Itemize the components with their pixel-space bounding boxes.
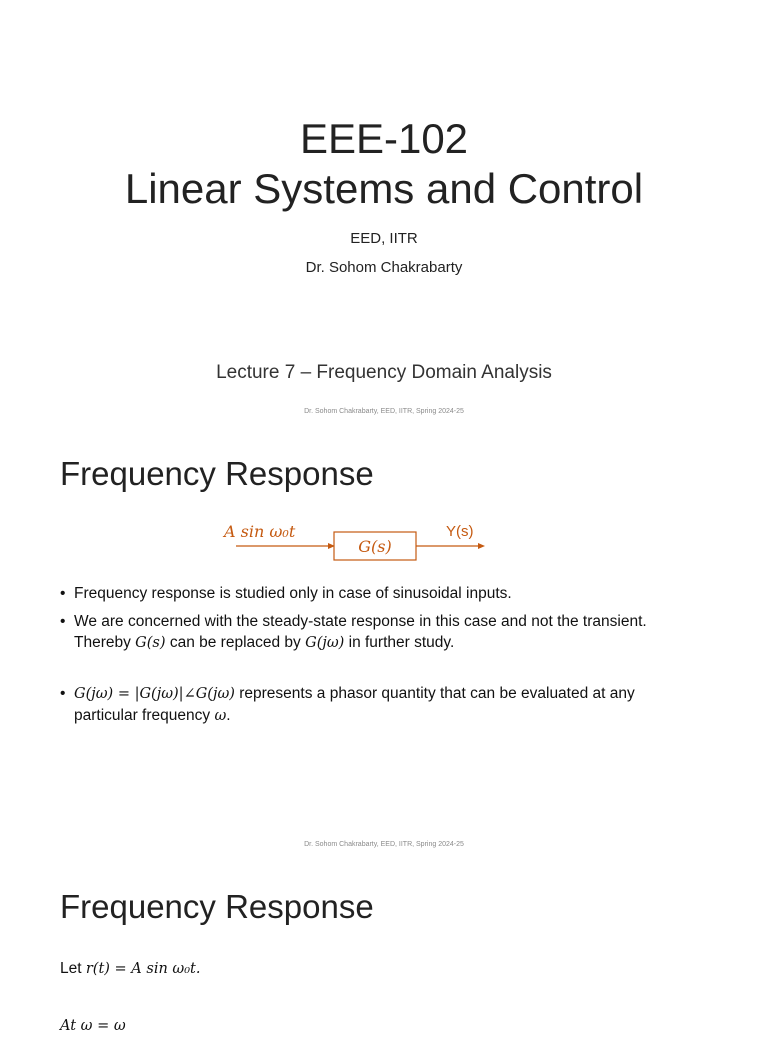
lecture-title: Lecture 7 – Frequency Domain Analysis bbox=[216, 362, 552, 383]
block-diagram bbox=[220, 515, 500, 575]
list-item bbox=[60, 683, 750, 727]
bullet-text: We are concerned with the steady-state response in this case and not the transient. bbox=[74, 613, 647, 630]
block-label: G(s) bbox=[358, 537, 392, 556]
cut-off-line bbox=[60, 1015, 126, 1037]
bullet-text: represents a phasor quantity that can be evaluated at any bbox=[234, 685, 635, 702]
slide-heading: Frequency Response bbox=[60, 455, 374, 492]
output-signal-label: Y(s) bbox=[446, 523, 474, 540]
equation: G(s) bbox=[135, 635, 166, 651]
equation: G(jω) bbox=[305, 635, 345, 651]
course-title: Linear Systems and Control bbox=[124, 165, 644, 212]
output-arrowhead bbox=[478, 543, 485, 549]
input-signal-label: A sin ω₀t bbox=[224, 522, 296, 541]
slide-footer: Dr. Sohom Chakrabarty, EED, IITR, Spring 2024-25 bbox=[304, 841, 464, 848]
bullet-text: . bbox=[226, 707, 231, 724]
department: EED, IITR bbox=[350, 230, 418, 247]
bullet-text: in further study. bbox=[344, 634, 455, 651]
author-name: Dr. Sohom Chakrabarty bbox=[305, 259, 463, 276]
bullet-icon: • bbox=[60, 585, 66, 602]
bullet-icon: • bbox=[60, 685, 66, 702]
slide-footer: Dr. Sohom Chakrabarty, EED, IITR, Spring 2024-25 bbox=[304, 408, 464, 415]
bullet-text: can be replaced by bbox=[165, 634, 306, 651]
bullet-list bbox=[60, 583, 750, 734]
course-code: EEE-102 bbox=[299, 115, 469, 162]
bullet-text: Thereby bbox=[74, 634, 136, 651]
definition-line bbox=[60, 958, 200, 980]
definition-text: Let bbox=[60, 960, 86, 977]
equation: G(jω) = |G(jω)|∠G(jω) bbox=[74, 686, 235, 702]
list-item bbox=[60, 583, 750, 604]
equation: At ω = ω bbox=[60, 1018, 126, 1034]
equation: ω bbox=[214, 708, 227, 724]
list-item bbox=[60, 611, 750, 654]
bullet-text: particular frequency bbox=[74, 707, 215, 724]
slide-heading: Frequency Response bbox=[60, 888, 374, 925]
equation: r(t) = A sin ω₀t. bbox=[85, 961, 201, 977]
bullet-icon: • bbox=[60, 613, 66, 630]
bullet-text: Frequency response is studied only in case of sinusoidal inputs. bbox=[74, 585, 512, 602]
